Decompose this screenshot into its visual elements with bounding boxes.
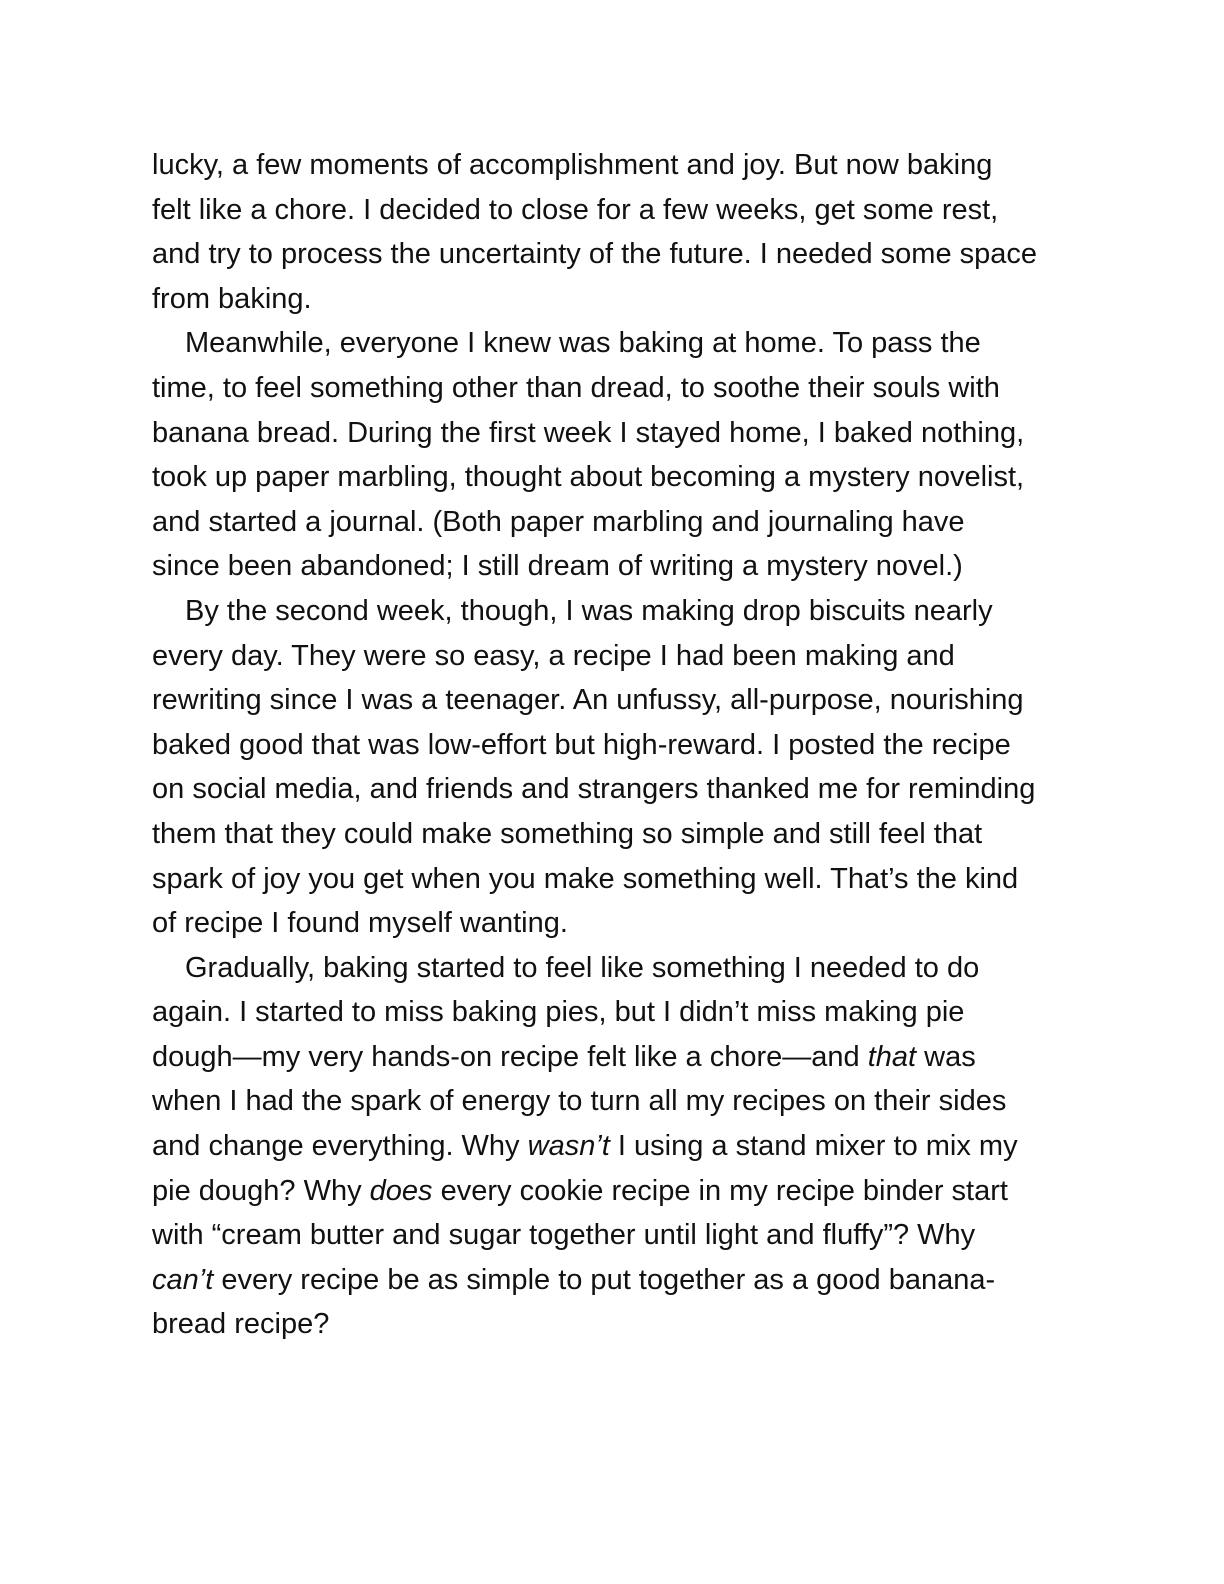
text-run: again. I started to miss baking pies, but I didn’t miss making pie <box>152 996 965 1029</box>
text-line <box>152 188 1072 233</box>
text-run: every recipe be as simple to put together as a good banana- <box>213 1263 996 1296</box>
italic-emphasis: does <box>369 1174 433 1207</box>
text-line <box>152 277 1072 322</box>
text-run: when I had the spark of energy to turn all my recipes on their sides <box>152 1085 1007 1118</box>
text-run: I using a stand mixer to mix my <box>609 1130 1018 1163</box>
text-run: By the second week, though, I was making drop biscuits nearly <box>185 594 993 627</box>
text-run: and try to process the uncertainty of the future. I needed some space <box>152 238 1038 271</box>
book-page-body <box>152 143 1072 1347</box>
text-run: rewriting since I was a teenager. An unfussy, all-purpose, nourishing <box>152 684 1024 717</box>
text-line <box>152 678 1072 723</box>
text-line <box>152 1035 1072 1080</box>
paragraph <box>152 321 1072 589</box>
text-run: them that they could make something so simple and still feel that <box>152 817 983 850</box>
text-run: every day. They were so easy, a recipe I had been making and <box>152 639 955 672</box>
text-run: lucky, a few moments of accomplishment and joy. But now baking <box>152 149 993 181</box>
text-run: banana bread. During the first week I stayed home, I baked nothing, <box>152 416 1025 449</box>
text-line <box>152 767 1072 812</box>
text-run: on social media, and friends and strangers thanked me for reminding <box>152 773 1036 806</box>
text-run: dough—my very hands-on recipe felt like a chore—and <box>152 1040 868 1073</box>
text-line <box>152 812 1072 857</box>
text-line <box>152 1124 1072 1169</box>
text-run: Gradually, baking started to feel like something I needed to do <box>185 951 980 984</box>
text-line <box>152 857 1072 902</box>
text-run: baked good that was low-effort but high-reward. I posted the recipe <box>152 728 1011 761</box>
text-run: spark of joy you get when you make something well. That’s the kind <box>152 862 1019 895</box>
text-run: every cookie recipe in my recipe binder start <box>432 1174 1008 1207</box>
text-run: of recipe I found myself wanting. <box>152 907 568 940</box>
text-run: was <box>916 1040 976 1073</box>
text-line <box>152 1169 1072 1214</box>
text-run: and change everything. Why <box>152 1130 528 1163</box>
text-run: with “cream butter and sugar together until light and fluffy”? Why <box>152 1219 976 1252</box>
text-line <box>152 544 1072 589</box>
text-run: took up paper marbling, thought about becoming a mystery novelist, <box>152 461 1025 494</box>
text-line <box>152 232 1072 277</box>
text-run: time, to feel something other than dread, to soothe their souls with <box>152 371 1000 404</box>
paragraph <box>152 589 1072 946</box>
text-line <box>152 455 1072 500</box>
text-line <box>152 901 1072 946</box>
text-line <box>152 946 1072 991</box>
text-line <box>152 634 1072 679</box>
text-line <box>152 500 1072 545</box>
text-line <box>152 321 1072 366</box>
text-line <box>152 589 1072 634</box>
text-run: since been abandoned; I still dream of writing a mystery novel.) <box>152 550 963 583</box>
text-line <box>152 1213 1072 1258</box>
text-line <box>152 143 1072 188</box>
text-line <box>152 411 1072 456</box>
italic-emphasis: wasn’t <box>527 1130 610 1163</box>
text-run: felt like a chore. I decided to close for a few weeks, get some rest, <box>152 193 999 226</box>
italic-emphasis: that <box>867 1040 917 1073</box>
paragraph <box>152 946 1072 1347</box>
text-run: and started a journal. (Both paper marbling and journaling have <box>152 505 965 538</box>
text-line <box>152 1302 1072 1347</box>
text-line <box>152 366 1072 411</box>
text-run: bread recipe? <box>152 1308 330 1341</box>
text-line <box>152 723 1072 768</box>
italic-emphasis: can’t <box>152 1263 214 1296</box>
text-run: from baking. <box>152 282 312 315</box>
text-line <box>152 1258 1072 1303</box>
text-line <box>152 1079 1072 1124</box>
paragraph <box>152 143 1072 321</box>
text-run: Meanwhile, everyone I knew was baking at home. To pass the <box>185 327 981 360</box>
text-line <box>152 990 1072 1035</box>
text-run: pie dough? Why <box>152 1174 370 1207</box>
